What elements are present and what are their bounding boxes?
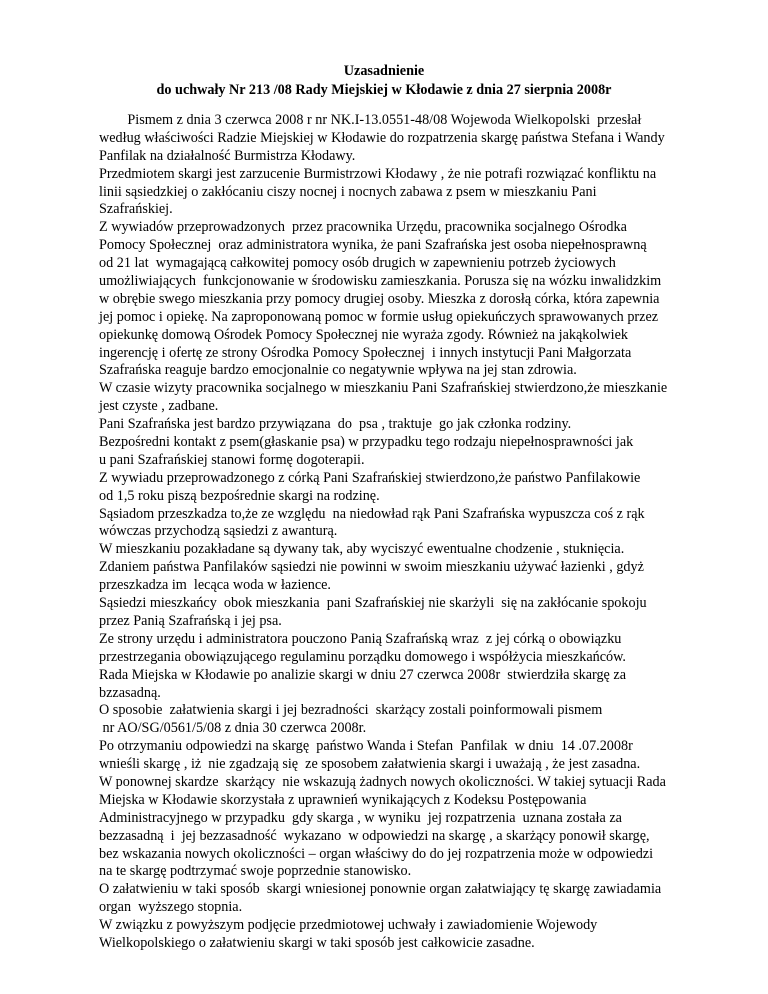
body-line: wnieśli skargę , iż nie zgadzają się ze sposobem załatwienia skargi i uważają , że jest zasadna. [99,756,641,773]
body-line: według właściwości Radzie Miejskiej w Kłodawie do rozpatrzenia skargę państwa Stefana i Wandy [99,129,665,146]
body-line: Pani Szafrańska jest bardzo przywiązana do psa , traktuje go jak członka rodziny. [99,416,572,433]
body-line: przestrzegania obowiązującego regulaminu porządku domowego i współżycia mieszkańców. [99,648,626,665]
body-line: Miejska w Kłodawie skorzystała z uprawnień wynikających z Kodeksu Postępowania [99,791,587,808]
document-title: Uzasadnienie [343,63,425,79]
body-line: O załatwieniu w taki sposób skargi wniesionej ponownie organ załatwiający tę skargę zawiadamia [99,881,662,898]
body-line: bez wskazania nowych okoliczności – organ właściwy do do jej rozpatrzenia może w odpowiedzi [99,845,654,862]
body-line: W czasie wizyty pracownika socjalnego w mieszkaniu Pani Szafrańskiej stwierdzono,że mieszkanie [99,380,668,397]
body-line: Pomocy Społecznej oraz administratora wynika, że pani Szafrańska jest osoba niepełnosprawną [99,237,647,254]
body-line: w obrębie swego mieszkania przy pomocy drugiej osoby. Mieszka z dorosłą córka, która zapewnia [99,290,660,307]
body-line: Przedmiotem skargi jest zarzucenie Burmistrzowi Kłodawy , że nie potrafi rozwiązać konfliktu na [99,165,657,182]
body-line: linii sąsiedzkiej o zakłócaniu ciszy nocnej i nocnych zabawa z psem w mieszkaniu Pani [99,183,597,200]
body-line: Sąsiedzi mieszkańcy obok mieszkania pani Szafrańskiej nie skarżyli się na zakłócanie spokoju [99,595,647,612]
body-line: jest czyste , zadbane. [99,398,219,415]
body-line: umożliwiających funkcjonowanie w środowisku zamieszkania. Porusza się na wózku inwalidzkim [99,273,662,290]
body-line: u pani Szafrańskiej stanowi formę dogoterapii. [99,451,365,468]
body-line: na te skargę podtrzymać swoje poprzednie stanowisko. [99,863,412,880]
body-line: bezzasadną i jej bezzasadność wykazano w odpowiedzi na skargę , a skarżący ponowił skargę, [99,827,650,844]
body-line: przeszkadza im lecąca woda w łazience. [99,577,331,594]
body-line: Z wywiadu przeprowadzonego z córką Pani Szafrańskiej stwierdzono,że państwo Panfilakowie [99,469,641,486]
body-line: Z wywiadów przeprowadzonych przez pracownika Urzędu, pracownika socjalnego Ośrodka [99,219,627,236]
body-line: Sąsiadom przeszkadza to,że ze względu na niedowład rąk Pani Szafrańska wypuszcza coś z rąk [99,505,645,522]
body-line: opiekunkę domową Ośrodek Pomocy Społecznej nie wyraża zgody. Również na jakąkolwiek [99,326,628,343]
body-line: wówczas przychodzą sąsiedzi z awanturą. [99,523,338,540]
body-line: W związku z powyższym podjęcie przedmiotowej uchwały i zawiadomienie Wojewody [99,917,598,934]
body-line: nr AO/SG/0561/5/08 z dnia 30 czerwca 2008r. [99,720,367,737]
body-line: od 21 lat wymagającą całkowitej pomocy osób drugich w zapewnieniu potrzeb życiowych [99,255,616,272]
body-line: Pismem z dnia 3 czerwca 2008 r nr NK.I-13.0551-48/08 Wojewoda Wielkopolski przesłał [99,112,642,128]
body-line: przez Panią Szafrańską i jej psa. [99,612,282,629]
body-line: O sposobie załatwienia skargi i jej bezradności skarżący zostali poinformowali pismem [99,702,603,719]
body-line: Zdaniem państwa Panfilaków sąsiedzi nie powinni w swoim mieszkaniu używać łazienki , gdyż [99,559,644,576]
document-body [99,112,739,953]
body-line: Ze strony urzędu i administratora pouczono Panią Szafrańską wraz z jej córką o obowiązku [99,630,622,647]
body-line: Szafrańska reaguje bardzo emocjonalnie co negatywnie wpływa na jej stan zdrowia. [99,362,577,379]
document-subtitle: do uchwały Nr 213 /08 Rady Miejskiej w Kłodawie z dnia 27 sierpnia 2008r [156,82,612,98]
body-line: Panfilak na działalność Burmistrza Kłodawy. [99,147,356,164]
body-line: bzzasadną. [99,684,161,701]
body-line: Bezpośredni kontakt z psem(głaskanie psa) w przypadku tego rodzaju niepełnosprawności jak [99,434,634,451]
body-line: ingerencję i ofertę ze strony Ośrodka Pomocy Społecznej i innych instytucji Pani Małgorzata [99,344,632,361]
body-line: W mieszkaniu pozakładane są dywany tak, aby wyciszyć ewentualne chodzenie , stuknięcia. [99,541,625,558]
body-line: organ wyższego stopnia. [99,899,243,916]
body-line: Szafrańskiej. [99,201,173,218]
body-line: Po otrzymaniu odpowiedzi na skargę państwo Wanda i Stefan Panfilak w dniu 14 .07.2008r [99,738,633,755]
body-line: Rada Miejska w Kłodawie po analizie skargi w dniu 27 czerwca 2008r stwierdziła skargę za [99,666,626,683]
body-line: jej pomoc i opiekę. Na zaproponowaną pomoc w formie usług opiekuńczych sprawowanych przez [99,308,659,325]
body-line: od 1,5 roku piszą bezpośrednie skargi na rodzinę. [99,487,380,504]
body-line: Administracyjnego w przypadku gdy skarga , w wyniku jej rozpatrzenia uznana została za [99,809,622,826]
body-line: W ponownej skardze skarżący nie wskazują żadnych nowych okoliczności. W takiej sytuacji Rada [99,773,666,790]
body-line: Wielkopolskiego o załatwieniu skargi w taki sposób jest całkowicie zasadne. [99,934,535,951]
